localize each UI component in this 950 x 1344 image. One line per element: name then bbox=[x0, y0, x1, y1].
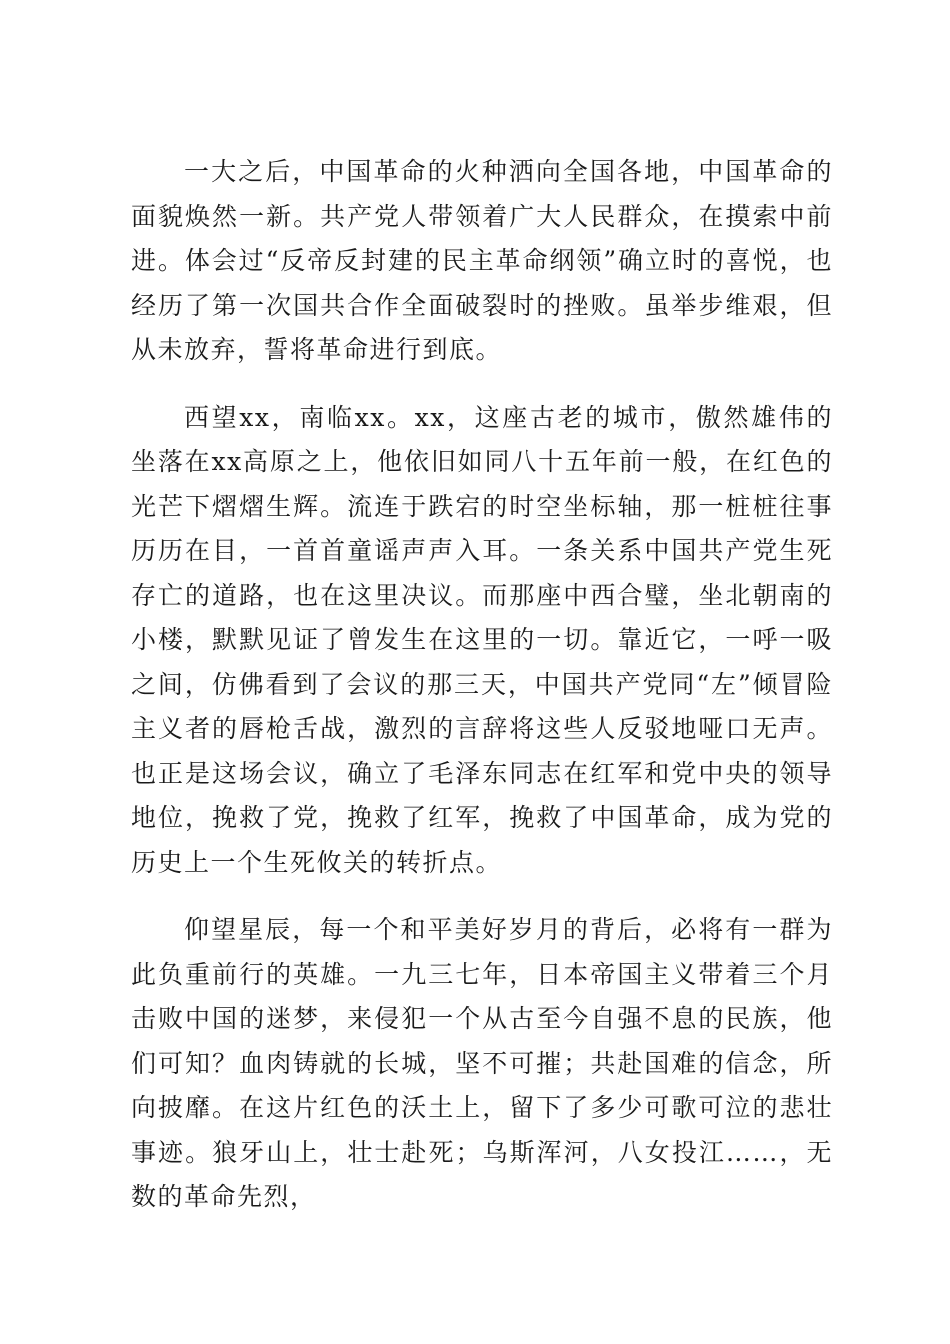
paragraph-1: 一大之后，中国革命的火种洒向全国各地，中国革命的面貌焕然一新。共产党人带领着广大人民群众，在摸索中前进。体会过“反帝反封建的民主革命纲领”确立时的喜悦，也经历了第一次国共合作全面破裂时的挫败。虽举步维艰，但从未放弃，誓将革命进行到底。 bbox=[131, 157, 833, 364]
paragraph-3: 仰望星辰，每一个和平美好岁月的背后，必将有一群为此负重前行的英雄。一九三七年，日本帝国主义带着三个月击败中国的迷梦，来侵犯一个从古至今自强不息的民族，他们可知？血肉铸就的长城，坚不可摧；共赴国难的信念，所向披靡。在这片红色的沃土上，留下了多少可歌可泣的悲壮事迹。狼牙山上，壮士赴死；乌斯浑河，八女投江……，无数的革命先烈， bbox=[131, 915, 833, 1211]
document-body bbox=[131, 150, 833, 1243]
paragraph-2: 西望xx，南临xx。xx，这座古老的城市，傲然雄伟的坐落在xx高原之上，他依旧如同八十五年前一般，在红色的光芒下熠熠生辉。流连于跌宕的时空坐标轴，那一桩桩往事历历在目，一首首童谣声声入耳。一条关系中国共产党生死存亡的道路，也在这里决议。而那座中西合璧，坐北朝南的小楼，默默见证了曾发生在这里的一切。靠近它，一呼一吸之间，仿佛看到了会议的那三天，中国共产党同“左”倾冒险主义者的唇枪舌战，激烈的言辞将这些人反驳地哑口无声。也正是这场会议，确立了毛泽东同志在红军和党中央的领导地位，挽救了党，挽救了红军，挽救了中国革命，成为党的历史上一个生死攸关的转折点。 bbox=[131, 402, 833, 877]
